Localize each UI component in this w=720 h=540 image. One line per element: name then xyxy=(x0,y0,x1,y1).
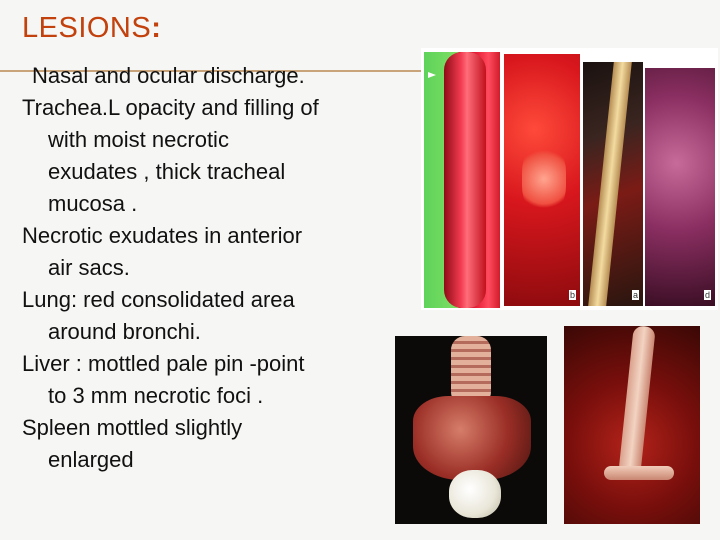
photo-label-d: d xyxy=(704,290,710,300)
bronchi-photo xyxy=(583,62,643,306)
slide-title-text: LESIONS xyxy=(22,12,152,44)
organ-photo xyxy=(645,68,715,306)
trachea-photo xyxy=(424,52,500,308)
airway-shape xyxy=(588,62,632,306)
arrow-marker xyxy=(428,72,436,78)
lesion-item-spleen: Spleen mottled slightly enlarged xyxy=(22,415,243,472)
exudate-highlight xyxy=(522,144,566,214)
photo-label-b: b xyxy=(569,290,575,300)
bronchial-bifurcation-photo xyxy=(564,326,700,524)
caseous-plug xyxy=(449,470,501,518)
lesion-item-air-sacs: Necrotic exudates in anterior air sacs. xyxy=(22,223,303,280)
lesion-item-lung: Lung: red consolidated area around bronchi. xyxy=(22,287,295,344)
air-sac-photo xyxy=(504,54,580,306)
slide-title xyxy=(22,12,161,45)
larynx-plug-photo xyxy=(395,336,547,524)
trachea-shape xyxy=(444,52,486,308)
photo-label-a: a xyxy=(632,290,638,300)
lesion-item-liver: Liver : mottled pale pin -point to 3 mm necrotic foci . xyxy=(22,351,305,408)
larynx-shape xyxy=(413,396,531,480)
trachea-vessel xyxy=(618,326,656,477)
slide-title-colon: : xyxy=(151,12,162,44)
lesion-item-trachea: Trachea.L opacity and filling of with moist necrotic exudates , thick tracheal mucosa . xyxy=(22,95,319,216)
bifurcation-shape xyxy=(604,466,674,480)
lesion-item-nasal: Nasal and ocular discharge. xyxy=(32,63,305,88)
